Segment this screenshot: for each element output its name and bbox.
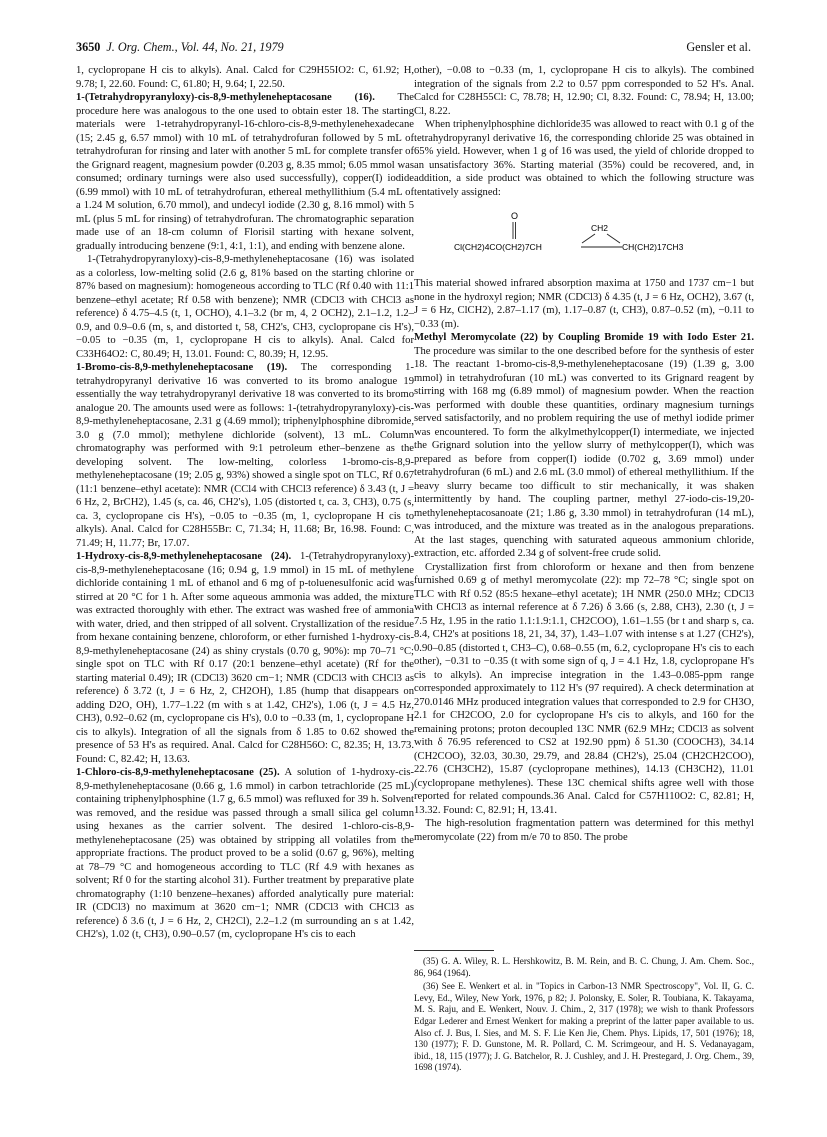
paragraph: 1-(Tetrahydropyranyloxy)-cis-8,9-methyleneheptacosane (16) was isolated as a colorless, low-melting solid (2.6 g, 81% based on the starting chlorine or 87% based on magnesium): homogeneous according to TLC (Rf 0.40 with 11:1 benzene–ethyl acetate; Rf 0.58 with benzene); NMR (CDCl3 with CHCl3 as reference) δ 4.75–4.5 (t, 1, OCHO), 4.1–3.2 (br m, 4, 2 OCH2), 2.1–1.2, 1.2–0.9, and 0.9–0.6 (m, s, and distorted t, 58, CH2's, CH3, cyclopropane cis H's), −0.05 to −0.35 (m, 1, cyclopropane H cis to alkyls). Anal. Calcd for C33H64O2: C, 80.49; H, 13.01. Found: C, 80.39; H, 12.95. bbox=[76, 254, 414, 360]
section-body: The procedure was similar to the one described before for the synthesis of ester 18. The reactant 1-bromo-cis-8,9-methyleneheptacosane (19) (1.39 g, 3.00 mmol) in tetrahydrofuran (10 mL) was converted to its Grignard reagent by stirring with 168 mg (6.89 mmol) of magnesium powder. When the reaction was performed with double these quantities, ordinary magnesium turnings served satisfactorily, and no problem requiring the use of methyl iodide primer was encountered. To form the alkylmethylcopper(I) intermediate, we injected the Grignard solution into the yellow slurry of methylcopper(I), which was prepared as before from copper(I) iodide (0.702 g, 3.69 mmol) under tetrahydrofuran (6 mL) and 2.6 mL (3.0 mmol) of ethereal methyllithium. If the heavy slurry became too difficult to stir mechanically, it was shaken intermittently by hand. The coupling partner, methyl 27-iodo-cis-19,20-methyleneheptacosanoate (21; 1.86 g, 3.30 mmol) in tetrahydrofuran (14 mL), was introduced, and the mixture was treated as in the analogous preparations. At the last stages, quenching with saturated aqueous ammonium chloride, extraction, etc. afforded 2.34 g of solvent-free crude solid. bbox=[414, 345, 754, 559]
paragraph: This material showed infrared absorption maxima at 1750 and 1737 cm−1 but none in the hydroxyl region; NMR (CDCl3) δ 4.35 (t, J = 6 Hz, OCH2), 3.67 (t, J = 6 Hz, ClCH2), 2.87–1.17 (m), 1.17–0.87 (t, CH3), 0.87–0.52 (m), −0.11 to −0.33 (m). bbox=[414, 278, 754, 330]
chemical-structure bbox=[414, 207, 754, 271]
running-header bbox=[76, 40, 751, 58]
chain-right-label: CH(CH2)17CH3 bbox=[622, 242, 684, 252]
page-number: 3650 bbox=[76, 40, 101, 54]
section-body: A solution of 1-hydroxy-cis-8,9-methyleneheptacosane (0.66 g, 1.6 mmol) in carbon tetrachloride (25 mL) containing triphenylphosphine (1.7 g, 6.5 mmol) was refluxed for 39 h. Solvent was removed, and the residue was passed through a small silica gel column using hexanes as the carrier solvent. The desired 1-chloro-cis-8,9-methyleneheptacosane (25) was obtained by stripping all volatiles from the appropriate fractions. The product proved to be a solid (0.67 g, 96%), melting at 78–79 °C and homogeneous according to TLC (Rf 4.9 with hexanes as solvent; Rf 0 for the starting alcohol 31). Further treatment by preparative plate chromatography (1:10 benzene–hexanes) afforded analytically pure material: IR (CDCl3) no maximum at 3620 cm−1; NMR (CDCl3 with CHCl3 as reference) δ 3.6 (t, J = 6 Hz, 2, CH2Cl), 2.2–1.2 (m surrounding an s at 1.42, CH2's), 1.02 (t, CH3), 0.90–0.57 (m, cyclopropane H's cis to each bbox=[76, 767, 414, 940]
journal-citation: J. Org. Chem., Vol. 44, No. 21, 1979 bbox=[106, 40, 284, 54]
section-heading: 1-Bromo-cis-8,9-methyleneheptacosane (19). bbox=[76, 362, 288, 373]
carbonyl-oxygen-label: O bbox=[511, 211, 519, 221]
paragraph: other), −0.08 to −0.33 (m, 1, cyclopropane H cis to alkyls). The combined integration of the signals from 2.2 to 0.57 ppm corresponded to 52 H's. Anal. Calcd for C28H55Cl: C, 78.78; H, 12.90; Cl, 8.32. Found: C, 78.94; H, 13.00; Cl, 8.22. bbox=[414, 65, 754, 117]
section-body: The procedure here was analogous to the one used to obtain ester 18. The starting materials were 1-tetrahydropyranyl-16-chloro-cis-8,9-methylenehexadecane (15; 2.45 g, 6.57 mmol) with 10 mL of tetrahydrofuran followed by 5 mL of tetrahydrofuran for rinsing and later with another 5 mL for complete transfer of the Grignard reagent, magnesium powder (0.203 g, 8.35 mmol; 6.05 mmol was consumed; ordinary turnings were also used successfully), copper(I) iodide (6.99 mmol) with 10 mL of tetrahydrofuran, ethereal methyllithium (5.4 mL of a 1.24 M solution, 6.70 mmol), and undecyl iodide (2.30 g, 8.16 mmol) with 5 mL (plus 5 mL for rinsing) of tetrahydrofuran. The chromatographic separation made use of an 18-cm column of Florisil starting with hexane solvent, gradually introducing benzene (9:1, 4:1, 1:1), and ending with benzene alone. bbox=[76, 92, 414, 252]
section-heading: 1-Hydroxy-cis-8,9-methyleneheptacosane (24). bbox=[76, 551, 292, 562]
section-body: 1-(Tetrahydropyranyloxy)-cis-8,9-methyleneheptacosane (16; 0.94 g, 1.9 mmol) in 15 mL of methylene dichloride containing 1 mL of ethanol and 6 mg of p-toluenesulfonic acid was stirred at 20 °C for 1 h. After some aqueous ammonia was added, the mixture was extracted thoroughly with ether. The extract was washed free of ammonia with water, dried, and then stripped of all solvent. Crystallization of the residue from hexane containing benzene, chloroform, or ether furnished 1-hydroxy-cis-8,9-methyleneheptacosane (24) as shiny crystals (0.70 g, 90%): mp 70–71 °C; single spot on TLC with Rf 0.17 (20:1 benzene–ethyl acetate) (Rf for the starting material 0.49); IR (CDCl3) 3620 cm−1; NMR (CDCl3 with CHCl3 as reference) δ 3.72 (t, J = 6 Hz, 2, CH2OH), 1.85 (hump that disappears on adding D2O, OH), 1.77–1.22 (m with s at 1.42, CH2's), 1.06 (t, J = 4.5 Hz, CH3), 0.92–0.62 (m, cyclopropane cis H's), 0.0 to −0.33 (m, 1, cyclopropane H cis to alkyls). Integration of all the signals from δ 1.85 to 0.62 showed the presence of 53 H's as required. Anal. Calcd for C28H56O: C, 82.35; H, 13.73. Found: C, 82.42; H, 13.63. bbox=[76, 551, 414, 765]
paragraph: Crystallization first from chloroform or hexane and then from benzene furnished 0.69 g of methyl meromycolate (22): mp 72–78 °C; single spot on TLC with Rf 0.52 (85:5 hexane–ethyl acetate); 1H NMR (250.0 MHz; CDCl3 with CHCl3 as internal reference at δ 7.26) δ 3.66 (s, 2.88, CH3), 2.30 (t, J = 7.5 Hz, 1.95 in the ratio 1.1:1.9:1.1, CH2COO), 1.61–1.55 (br t and sharp s, ca. 8.4, CH2's at positions 18, 21, 34, 37), 1.43–1.07 with intense s at 1.27 (CH2's), 0.90–0.85 (distorted t, CH3–C), 0.68–0.55 (m, 6.2, cyclopropane H's cis to each other), −0.31 to −0.35 (t with some sign of q, J = 4.1 Hz, 1.8, cyclopropane H's cis to alkyls). An imprecise integration in the 1.43–0.085-ppm range corresponded approximately to 112 H's (97 required). A check determination at 270.0146 MHz produced integration values that corresponded to 2.9 for CH3O, 2.1 for CH2COO, 2.0 for cyclopropane H's cis to alkyls, and 160 for the remaining protons; proton decoupled 13C NMR (62.9 MHz; CDCl3 as solvent with δ 76.95 referenced to CS2 at 192.90 ppm) δ 51.30 (COOCH3), 34.14 (CH2COO), 32.03, 30.30, 29.79, and 28.84 (CH2's), 25.04 (CH2CH2COO), 22.76 (CH3CH2), 15.87 (cyclopropane methines), 14.13 (CH3CH2), 11.01 (cyclopropane methylenes). These 13C chemical shifts agree well with those reported for related compounds.36 Anal. Calcd for C57H110O2: C, 82.81; H, 13.32. Found: C, 82.91; H, 13.41. bbox=[414, 561, 754, 816]
left-column bbox=[76, 64, 414, 942]
structure-drawing bbox=[454, 207, 754, 271]
paragraph: The high-resolution fragmentation pattern was determined for this methyl meromycolate (22) from m/e 70 to 850. The probe bbox=[414, 818, 754, 843]
footnote-divider bbox=[414, 950, 494, 951]
ring-bond bbox=[607, 234, 620, 243]
ring-bond bbox=[582, 234, 595, 243]
header-left bbox=[76, 40, 284, 55]
reference-item: (35) G. A. Wiley, R. L. Hershkowitz, B. M. Rein, and B. C. Chung, J. Am. Chem. Soc., 86, 964 (1964). bbox=[414, 956, 754, 978]
section-heading: Methyl Meromycolate (22) by Coupling Bromide 19 with Iodo Ester 21. bbox=[414, 332, 754, 343]
paragraph: When triphenylphosphine dichloride35 was allowed to react with 0.1 g of the tetrahydropyranyl derivative 16, the corresponding chloride 25 was obtained in 65% yield. However, when 1 g of 16 was used, the yield of chloride dropped to an unsatisfactory 36%. Starting material (35%) could be recovered, and, in addition, a side product was obtained to which the following structure was tentatively assigned: bbox=[414, 119, 754, 198]
right-column bbox=[414, 64, 754, 844]
chain-left-label: Cl(CH2)4CO(CH2)7CH bbox=[454, 242, 542, 252]
section-body: The corresponding 1-tetrahydropyranyl derivative 16 was converted to its bromo analogue 19 essentially the way tetrahydropyranyl derivative 18 was converted to its bromo analogue 20. The amounts used were as follows: 1-(tetrahydropyranyloxy)-cis-8,9-methyleneheptacosane, 2.31 g (4.69 mmol); triphenylphosphine dibromide, 3.0 g (7.0 mmol); methylene dichloride (solvent), 13 mL. Column chromatography was performed with 9:1 petroleum ether–benzene as the developing solvent. The low-melting, colorless 1-bromo-cis-8,9-methyleneheptacosane (19; 2.05 g, 93%) showed a single spot on TLC, Rf 0.67 (11:1 benzene–ethyl acetate): NMR (CCl4 with CHCl3 reference) δ 3.43 (t, J = 6 Hz, 2, BrCH2), 1.45 (s, ca. 46, CH2's), 1.05 (distorted t, ca. 3, CH3), 0.75 (s, ca. 3, cyclopropane cis H's), −0.05 to −0.35 (m, 1, cyclopropane H cis to alkyls). Anal. Calcd for C28H55Br: C, 71.34; H, 11.68; Br, 16.98. Found: C, 71.49; H, 11.77; Br, 17.07. bbox=[76, 362, 414, 549]
references bbox=[414, 956, 754, 1076]
header-authors: Gensler et al. bbox=[686, 40, 751, 54]
ring-methylene-label: CH2 bbox=[591, 223, 609, 233]
paragraph: 1, cyclopropane H cis to alkyls). Anal. Calcd for C29H55IO2: C, 61.92; H, 9.78; I, 22.60. Found: C, 61.80; H, 9.64; I, 22.50. bbox=[76, 65, 414, 90]
section-heading: 1-(Tetrahydropyranyloxy)-cis-8,9-methyleneheptacosane (16). bbox=[76, 92, 375, 103]
reference-item: (36) See E. Wenkert et al. in "Topics in Carbon-13 NMR Spectroscopy", Vol. II, G. C. Levy, Ed., Wiley, New York, 1976, p 82; J. Polonsky, E. Soler, R. Toubiana, K. Takayama, M. S. Raju, and E. Wenkert, Nouv. J. Chim., 2, 317 (1978); we wish to thank Professors Edgar Lederer and Ernest Wenkert for making a preprint of the latter paper available to us. Also cf. J. Bus, I. Sies, and M. S. F. Lie Ken Jie, Chem. Phys. Lipids, 17, 501 (1976); 18, 130 (1977); F. D. Gunstone, M. R. Pollard, C. M. Scrimgeour, and H. S. Vedanayagam, ibid., 18, 115 (1977); J. G. Batchelor, R. J. Cushley, and J. H. Prestegard, J. Org. Chem., 39, 1698 (1974). bbox=[414, 981, 754, 1073]
section-heading: 1-Chloro-cis-8,9-methyleneheptacosane (25). bbox=[76, 767, 280, 778]
